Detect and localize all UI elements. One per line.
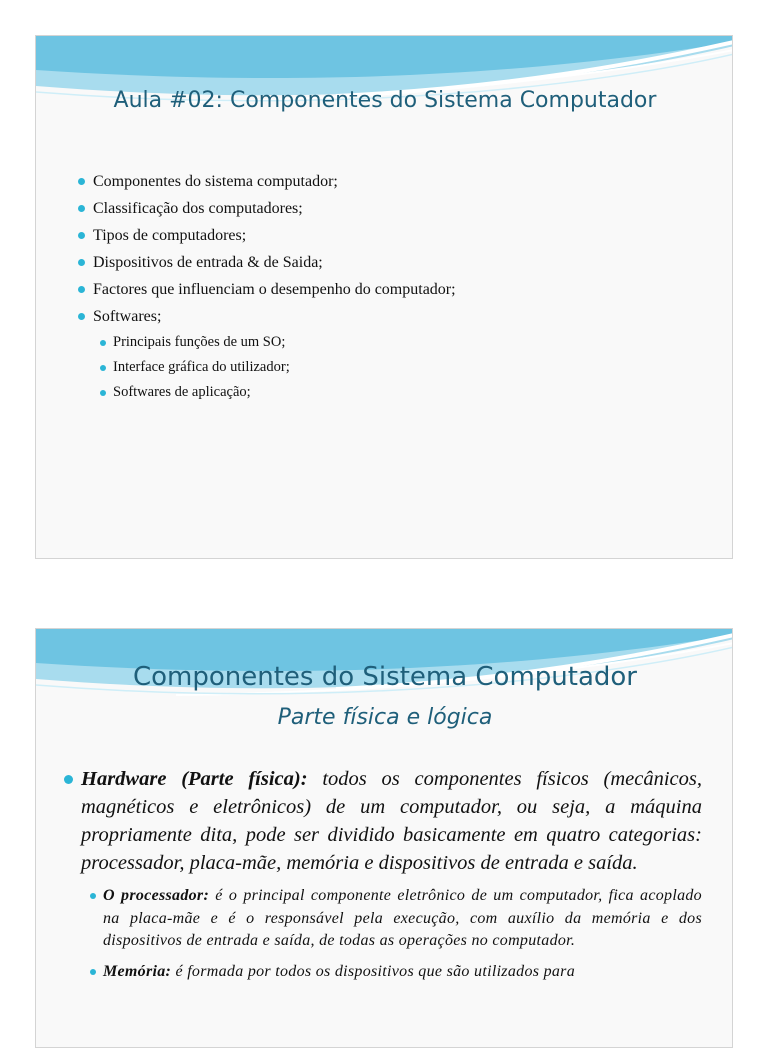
- list-item: Tipos de computadores;: [78, 222, 456, 249]
- slide-2: [35, 628, 733, 1048]
- hardware-text: todos os componentes físicos (mecânicos, magnéticos e eletrônicos) de um computador, ou seja, a máquina propriamente dita, pode ser dividido basicamente em quatro categorias: processador, placa-mãe, memória e dispositivos de entrada e saída.: [81, 768, 703, 874]
- hardware-paragraph: [64, 765, 702, 877]
- slide-subtitle: Parte física e lógica: [277, 705, 493, 730]
- list-item: Factores que influenciam o desempenho do computador;: [78, 276, 456, 303]
- slide-title: Aula #02: Componentes do Sistema Computador: [113, 88, 657, 113]
- sub-list-item: Softwares de aplicação;: [100, 380, 456, 405]
- agenda-list: [78, 168, 456, 405]
- header-swoosh: [36, 36, 733, 136]
- sub-list-item: Principais funções de um SO;: [100, 330, 456, 355]
- slide-title: Componentes do Sistema Computador: [132, 662, 638, 692]
- list-item: Classificação dos computadores;: [78, 195, 456, 222]
- list-item: Dispositivos de entrada & de Saida;: [78, 249, 456, 276]
- slide-1: [35, 35, 733, 559]
- memory-text: é formada por todos os dispositivos que são utilizados para: [171, 962, 575, 980]
- memory-term: Memória:: [103, 962, 172, 980]
- slide-body: [64, 765, 702, 983]
- hardware-term: Hardware (Parte física):: [81, 768, 308, 790]
- processor-paragraph: [90, 885, 702, 953]
- sub-list-item: Interface gráfica do utilizador;: [100, 355, 456, 380]
- list-item: Softwares;: [78, 303, 456, 330]
- processor-text: é o principal componente eletrônico de um computador, fica acoplado na placa-mãe e é o responsável pela execução, com auxílio da memória e dos dispositivos de entrada e saída, de todas as operações no computador.: [103, 887, 702, 949]
- memory-paragraph: [90, 961, 702, 984]
- list-item: Componentes do sistema computador;: [78, 168, 456, 195]
- processor-term: O processador:: [103, 887, 210, 904]
